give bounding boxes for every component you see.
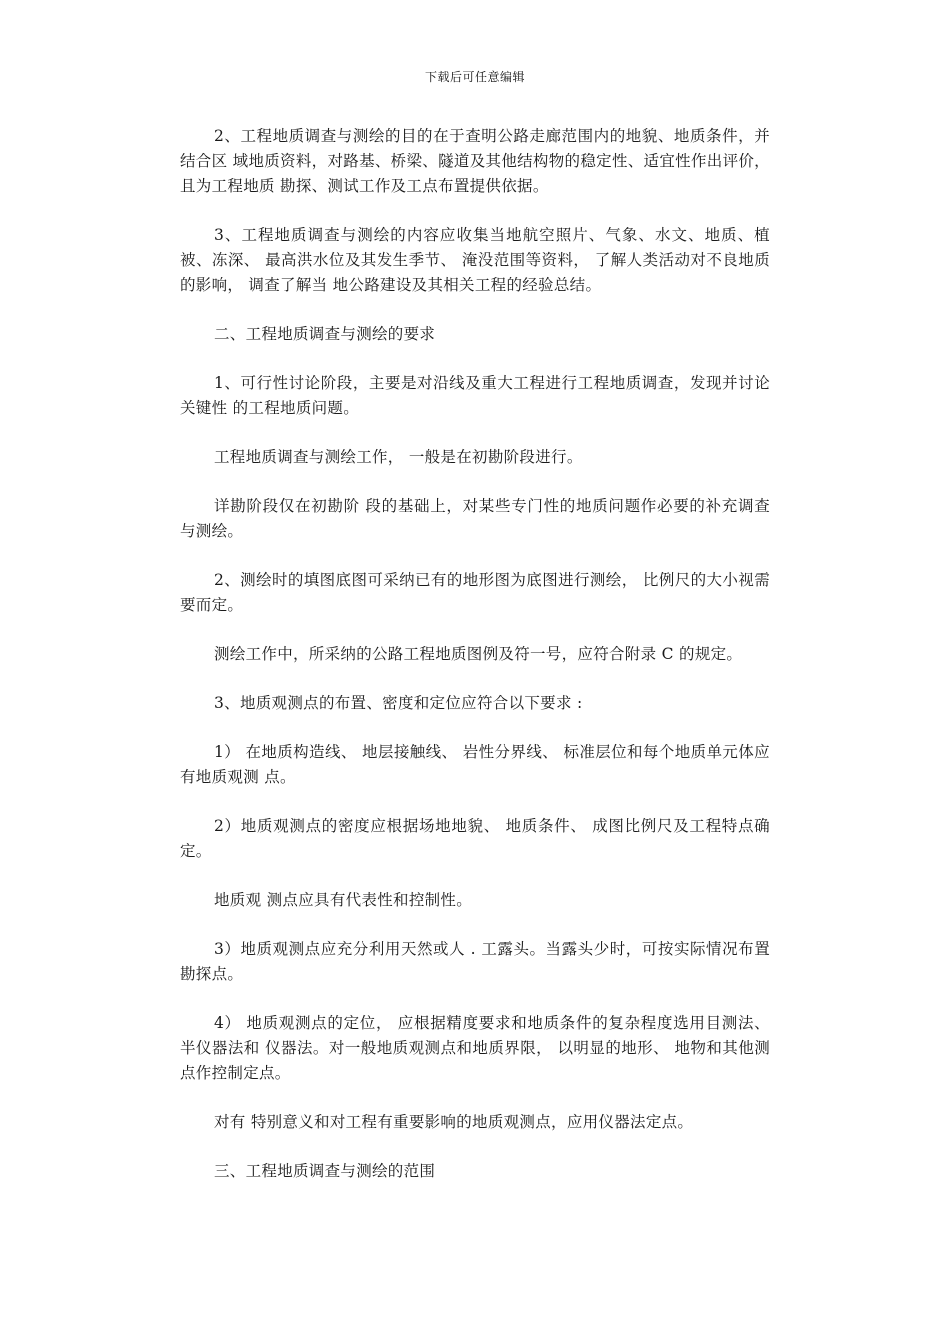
paragraph-detailed-stage: 详勘阶段仅在初勘阶 段的基础上，对某些专门性的地质问题作必要的补充调查与测绘。 <box>180 497 770 540</box>
paragraph-preliminary-stage: 工程地质调查与测绘工作， 一般是在初勘阶段进行。 <box>214 448 583 466</box>
paragraph-base-map: 2、测绘时的填图底图可采纳已有的地形图为底图进行测绘， 比例尺的大小视需要而定。 <box>180 571 770 614</box>
paragraph-instrument-method: 对有 特别意义和对工程有重要影响的地质观测点，应用仪器法定点。 <box>214 1113 694 1131</box>
paragraph-content: 3、工程地质调查与测绘的内容应收集当地航空照片、气象、水文、地质、植被、冻深、 最高洪水位及其发生季节、 淹没范围等资料， 了解人类活动对不良地质的影响， 调查了解当 地公路建设及其相关工程的经验总结。 <box>180 226 770 294</box>
page-header: 下载后可任意编辑 <box>424 70 525 84</box>
section-heading-scope: 三、工程地质调查与测绘的范围 <box>214 1162 436 1180</box>
list-item-2: 2）地质观测点的密度应根据场地地貌、 地质条件、 成图比例尺及工程特点确定。 <box>180 817 770 860</box>
paragraph-observation-points: 3、地质观测点的布置、密度和定位应符合以下要求 : <box>214 694 583 712</box>
paragraph-representative: 地质观 测点应具有代表性和控制性。 <box>214 891 473 909</box>
section-heading-requirements: 二、工程地质调查与测绘的要求 <box>214 325 436 343</box>
list-item-1: 1） 在地质构造线、 地层接触线、 岩性分界线、 标准层位和每个地质单元体应有地质观测 点。 <box>180 743 770 786</box>
paragraph-legend: 测绘工作中，所采纳的公路工程地质图例及符一号，应符合附录 C 的规定。 <box>214 645 743 663</box>
list-item-4: 4） 地质观测点的定位， 应根据精度要求和地质条件的复杂程度选用目测法、 半仪器法和 仪器法。对一般地质观测点和地质界限， 以明显的地形、 地物和其他测点作控制定点。 <box>180 1014 770 1082</box>
list-item-3: 3）地质观测点应充分利用天然或人 . 工露头。当露头少时，可按实际情况布置勘探点。 <box>180 940 770 983</box>
paragraph-purpose: 2、工程地质调查与测绘的目的在于查明公路走廊范围内的地貌、地质条件，并结合区 域地质资料，对路基、桥梁、隧道及其他结构物的稳定性、适宜性作出评价，且为工程地质 勘探、测试工作及工点布置提供依据。 <box>180 127 770 195</box>
paragraph-feasibility-stage: 1、可行性讨论阶段，主要是对沿线及重大工程进行工程地质调查，发现并讨论关键性 的工程地质问题。 <box>180 374 770 417</box>
document-body <box>180 124 770 1184</box>
